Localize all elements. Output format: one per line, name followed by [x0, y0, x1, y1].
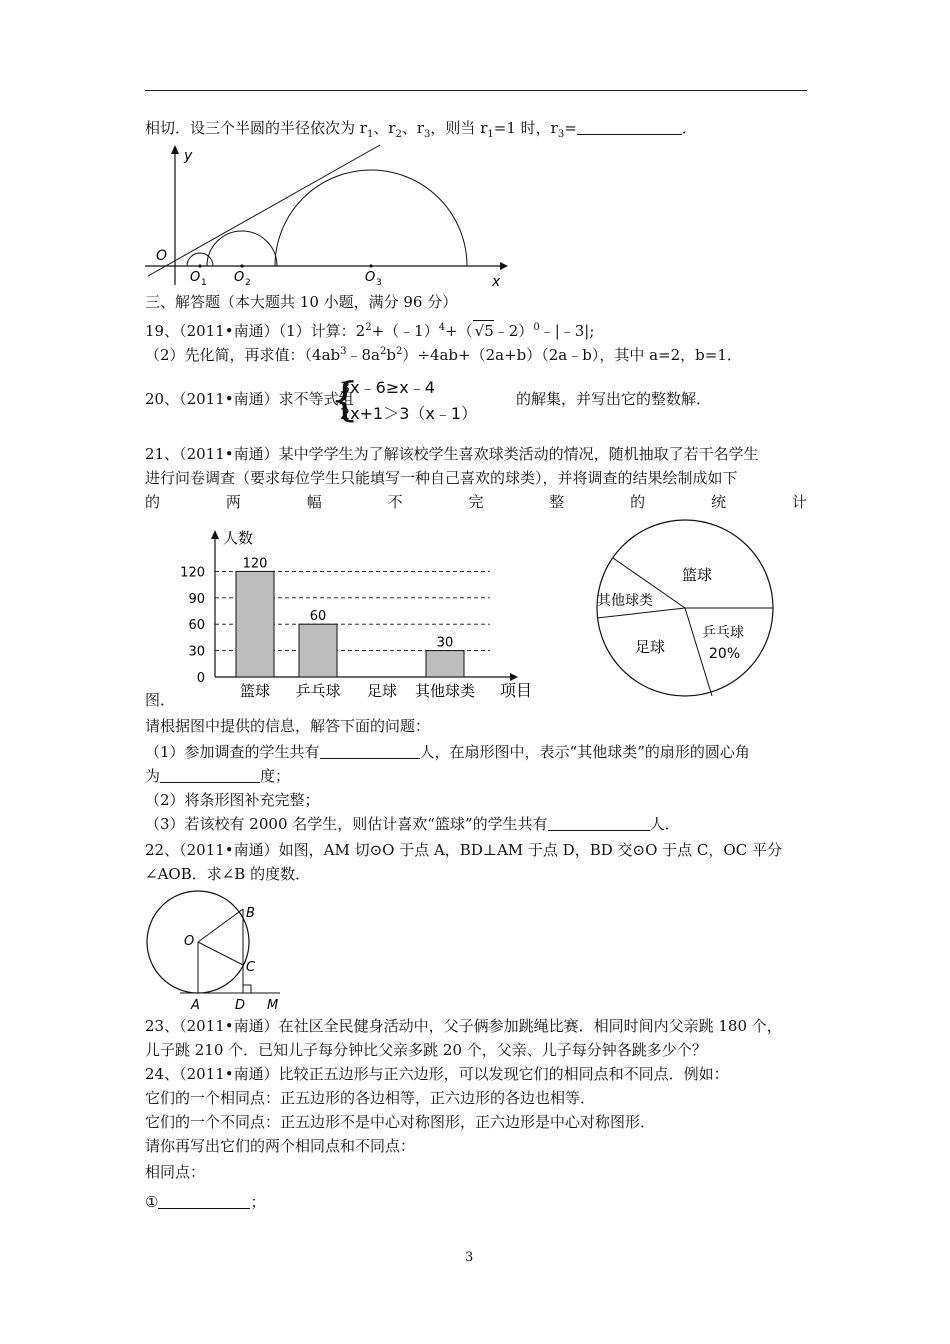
sqrt-radicand: √5 — [474, 322, 494, 340]
q24-line2: 它们的一个相同点：正五边形的各边相等，正六边形的各边也相等． — [145, 1089, 596, 1107]
inequality-system — [340, 375, 477, 427]
y-arrow — [211, 530, 219, 539]
semicircle-3 — [275, 170, 467, 266]
y-tick-label: 90 — [188, 591, 205, 607]
pie-label-basketball: 篮球 — [682, 566, 713, 584]
q21-fig-end: 图． — [145, 691, 176, 709]
q18-part: 、r — [401, 119, 425, 137]
spread-char: 幅 — [306, 493, 322, 511]
q24-line5: 相同点： — [145, 1163, 206, 1181]
q18-part: ． — [681, 119, 697, 137]
y-axis-label: 人数 — [223, 529, 254, 547]
q21-part: （3）若该校有 2000 名学生，则估计喜欢“篮球”的学生共有 — [145, 815, 548, 833]
sub: 1 — [366, 129, 374, 140]
y-tick-label: 30 — [188, 644, 205, 660]
sub: 1 — [487, 129, 494, 140]
q19-line1 — [145, 318, 594, 341]
q19-part: ﹣2） — [493, 322, 534, 340]
q21-part: （1）参加调查的学生共有 — [145, 743, 320, 761]
label-m: M — [267, 998, 279, 1013]
origin-label: O — [156, 248, 168, 264]
q18-part: 相切．设三个半圆的半径依次为 r — [145, 119, 367, 137]
q21-part: 度； — [260, 767, 291, 785]
q18-part: = — [564, 119, 577, 137]
y-tick-label: 0 — [196, 671, 205, 686]
q19-part: 19、（2011•南通）（1）计算：2 — [145, 322, 366, 340]
answer-blank[interactable] — [160, 767, 260, 783]
q19-part: 5 — [484, 322, 494, 340]
answer-blank[interactable] — [320, 743, 420, 759]
q20-text-after: 的解集，并写出它的整数解． — [516, 390, 712, 408]
q18-part: =1 时，r — [493, 119, 558, 137]
q19-part: （2）先化简，再求值：（4ab — [145, 346, 341, 364]
label-d: D — [235, 998, 246, 1013]
q24-part: ① — [145, 1193, 159, 1211]
q19-part: ﹣8a — [346, 346, 381, 364]
y-tick-label: 120 — [180, 565, 205, 581]
line-ob — [198, 909, 243, 942]
q24-line1: 24、（2011•南通）比较正五边形与正六边形，可以发现它们的相同点和不同点．例如： — [145, 1065, 729, 1083]
y-label: y — [184, 148, 193, 164]
answer-blank[interactable] — [577, 119, 682, 135]
q21-part: 人． — [649, 815, 680, 833]
q19-part: +（﹣1） — [371, 322, 439, 340]
q24-part: ； — [250, 1193, 266, 1211]
o1-label: O — [190, 270, 201, 285]
q19-part: ﹣|﹣3|; — [539, 322, 595, 340]
bar — [236, 571, 274, 677]
q18-part: ，则当 r — [430, 119, 488, 137]
q21-line3 — [145, 492, 807, 512]
pie-label-football: 足球 — [635, 638, 666, 656]
semicircle-figure — [140, 140, 510, 290]
x-arrow — [510, 673, 518, 681]
header-rule — [145, 90, 807, 91]
sup: 2 — [396, 346, 403, 357]
bar — [426, 651, 464, 677]
q19-part: ）÷4ab+（2a+b）（2a﹣b），其中 a=2，b=1． — [402, 346, 742, 364]
right-angle-mark — [243, 985, 251, 993]
x-label: x — [492, 274, 501, 290]
section-heading: 三、解答题（本大题共 10 小题，满分 96 分） — [145, 293, 458, 311]
y-tick-label: 60 — [188, 618, 205, 634]
spread-char: 不 — [387, 493, 403, 511]
line-oc — [198, 942, 243, 965]
label-a: A — [191, 998, 200, 1013]
label-o: O — [184, 934, 195, 949]
q24-line3: 它们的一个不同点：正五边形不是中心对称图形，正六边形是中心对称图形． — [145, 1113, 656, 1131]
circle-tangent-figure — [140, 895, 300, 1013]
pie-label-other: 其他球类 — [597, 593, 653, 609]
sup: 3 — [340, 346, 347, 357]
q21-line1: 21、（2011•南通）某中学学生为了解该校学生喜欢球类活动的情况，随机抽取了若干名学生 — [145, 445, 759, 463]
inequality-1: 3x﹣6≥x﹣4 — [340, 378, 435, 397]
spread-char: 的 — [630, 493, 646, 511]
data-label: 30 — [436, 635, 454, 651]
x-axis-label: 项目 — [500, 681, 533, 700]
data-label: 120 — [242, 556, 268, 572]
q18-part: 、r — [373, 119, 396, 137]
q23-line1: 23、（2011•南通）在社区全民健身活动中，父子俩参加跳绳比赛．相同时间内父亲跳 180 个， — [145, 1017, 782, 1035]
spread-char: 两 — [225, 493, 241, 511]
q24-line4: 请你再写出它们的两个相同点和不同点： — [145, 1137, 416, 1155]
point-o3 — [369, 264, 372, 267]
bar-chart — [175, 522, 545, 707]
inequality-2: 2x+1＞3（x﹣1） — [340, 404, 478, 423]
q19-part: b — [386, 346, 396, 364]
tangent-line — [148, 145, 380, 276]
sup: 4 — [438, 322, 446, 333]
point-o2 — [240, 264, 243, 267]
q21-part: 人，在扇形图中，表示“其他球类”的扇形的圆心角 — [419, 743, 750, 761]
page-number: 3 — [465, 1250, 474, 1265]
system-brace: { — [330, 372, 360, 426]
q21-a3 — [145, 814, 680, 834]
answer-blank[interactable] — [158, 1193, 250, 1209]
bar — [299, 624, 337, 677]
sup: 0 — [533, 322, 540, 333]
sub: 3 — [424, 129, 431, 140]
q24-line6 — [145, 1192, 265, 1212]
q22-line1: 22、（2011•南通）如图，AM 切⊙O 于点 A，BD⊥AM 于点 D，BD 交⊙O 于点 C，OC 平分 — [145, 841, 782, 859]
q21-line2: 进行问卷调查（要求每位学生只能填写一种自己喜欢的球类），并将调查的结果绘制成如下 — [145, 469, 738, 487]
sup: 2 — [365, 322, 372, 333]
spread-char: 的 — [145, 493, 161, 511]
spread-char: 计 — [791, 493, 807, 511]
q21-a2: （2）将条形图补充完整； — [145, 791, 320, 809]
category-label: 篮球 — [239, 682, 271, 700]
q19-part: +（ — [445, 322, 473, 340]
spread-char: 完 — [468, 493, 484, 511]
q19-line2 — [145, 342, 742, 365]
sub: 2 — [395, 129, 402, 140]
q20-text: 20、（2011•南通）求不等式组 — [145, 390, 354, 408]
category-label: 乒乓球 — [295, 682, 341, 700]
category-label: 足球 — [366, 682, 398, 700]
point-o1 — [198, 264, 201, 267]
sub: 3 — [376, 278, 382, 288]
q21-a1 — [145, 742, 750, 762]
q21-part: 为 — [145, 767, 161, 785]
sup: 2 — [380, 346, 387, 357]
q21-ask: 请根据图中提供的信息，解答下面的问题： — [145, 717, 431, 735]
pie-label-percent: 20% — [709, 646, 741, 662]
spread-char: 统 — [711, 493, 727, 511]
sub: 3 — [557, 129, 565, 140]
pie-chart — [595, 510, 777, 700]
sub: 1 — [201, 278, 207, 288]
pie-label-pingpong: 乒乓球 — [702, 625, 744, 641]
y-arrow — [171, 145, 179, 154]
o2-label: O — [234, 270, 245, 285]
answer-blank[interactable] — [548, 815, 650, 831]
q22-line2: ∠AOB．求∠B 的度数． — [145, 865, 311, 883]
q21-a1-cont — [145, 766, 290, 786]
sub: 2 — [245, 278, 251, 288]
o3-label: O — [365, 270, 376, 285]
data-label: 60 — [309, 609, 327, 625]
category-label: 其他球类 — [414, 682, 476, 700]
q23-line2: 儿子跳 210 个．已知儿子每分钟比父亲多跳 20 个，父亲、儿子每分钟各跳多少个？ — [145, 1041, 707, 1059]
spread-char: 整 — [549, 493, 565, 511]
x-arrow — [500, 262, 508, 270]
label-b: B — [246, 906, 255, 921]
label-c: C — [246, 960, 256, 975]
